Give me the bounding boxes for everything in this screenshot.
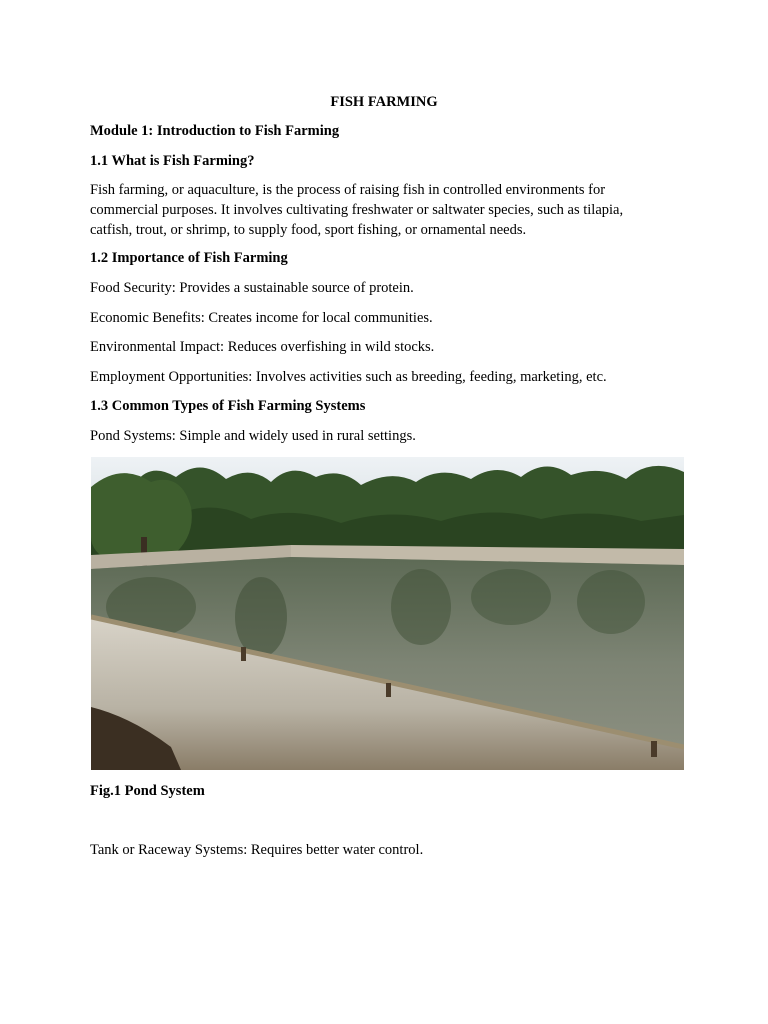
- section-1-1-heading: 1.1 What is Fish Farming?: [90, 153, 255, 169]
- importance-item-economic-benefits: Economic Benefits: Creates income for local communities.: [90, 310, 433, 326]
- section-1-2-heading: 1.2 Importance of Fish Farming: [90, 250, 288, 266]
- section-1-1-paragraph: Fish farming, or aquaculture, is the process of raising fish in controlled environments for commercial purposes. It involves cultivating freshwater or saltwater species, such as tilapia, catfish, trout, or shrimp, to supply food, sport fishing, or ornamental needs.: [90, 182, 624, 238]
- pond-systems-text: Pond Systems: Simple and widely used in rural settings.: [90, 428, 416, 444]
- tank-systems-text: Tank or Raceway Systems: Requires better water control.: [90, 842, 424, 858]
- section-1-3-heading: 1.3 Common Types of Fish Farming Systems: [90, 398, 366, 414]
- pond-system-photo: [91, 457, 684, 770]
- importance-item-employment: Employment Opportunities: Involves activities such as breeding, feeding, marketing, etc.: [90, 369, 607, 385]
- importance-item-food-security: Food Security: Provides a sustainable source of protein.: [90, 280, 414, 296]
- document-title: FISH FARMING: [330, 94, 438, 110]
- importance-item-environmental-impact: Environmental Impact: Reduces overfishing in wild stocks.: [90, 339, 435, 355]
- module-heading: Module 1: Introduction to Fish Farming: [90, 123, 340, 139]
- figure-caption: Fig.1 Pond System: [90, 783, 205, 799]
